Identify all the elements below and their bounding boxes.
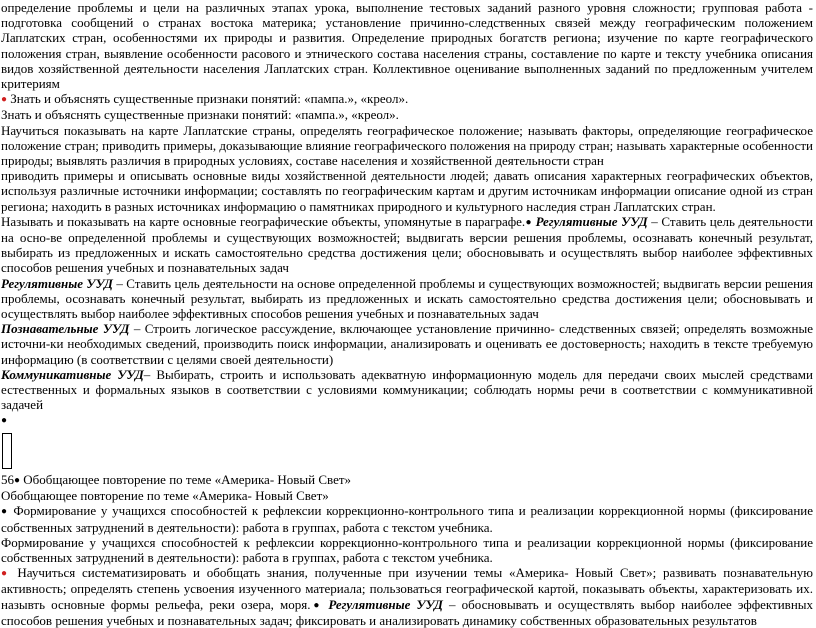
regulatory-text: – обосновывать и осуществлять выбор наиболее эффективных способов решения учебных и познавательных задач; фиксировать и анализировать динамику собственных образовательных результатов [1, 596, 814, 628]
bullet-dot-icon: ● [1, 506, 9, 518]
paragraph-examples: приводить примеры и описывать основные виды хозяйственной деятельности людей; давать описания характерных географических объектов, используя различные источники информации; составлять по географическим картам и другим источникам информации описание одной из стран региона; находить в разных источниках информацию о памятниках природного и культурного наследия стран Лаплатских стран. [1, 168, 813, 214]
systematize-text: Научиться систематизировать и обобщать знания, полученные при изучении темы «Америка- Новый Свет»; развивать познавательную активность; определять степень усвоения изученного материала; пользоваться географической картой, показывать объекты, характеризовать их. назывть основные формы рельефа, реки озера, моря. [1, 565, 813, 612]
bullet-dot-icon: ● [1, 94, 8, 106]
paragraph-formation: Формирование у учащихся способностей к рефлексии коррекционно-контрольного типа и реализации коррекционной нормы (фиксирование собственных затруднений в деятельности): работа в группах, работа с текстом учебника. [1, 534, 813, 565]
table-cell-box [1, 429, 813, 472]
regulatory-text: – Ставить цель деятельности на основе определенной проблемы и существующих возможностей; выдвигать версии решения проблемы, осознавать конечный результат, выбирать из предложенных и искать самостоятельно средства достижения цели; обосновывать и осуществлять выбор наиболее эффективных способов решения учебных и познавательных задач [1, 275, 813, 322]
bullet-dot-icon: ● [310, 599, 323, 611]
bullet-dot-icon: ● [14, 474, 21, 486]
paragraph-concepts-bulleted [1, 91, 813, 107]
lesson-title-row [1, 472, 813, 488]
bullet-dot-icon: ● [525, 216, 532, 228]
paragraph-systematize [1, 565, 813, 628]
regulatory-label: Регулятивные УУД [1, 275, 113, 291]
paragraph-objects-regulatory [1, 214, 813, 276]
paragraph-activities: определение проблемы и цели на различных этапах урока, выполнение тестовых заданий разного уровня сложности; групповая работа - подготовка сообщений о странах востока материка; установление причинно-следственных связей между географическим положением Лаплатских стран, особенностями их природы и развития. Определение природных богатств региона; изучение по карте географического положения стран, выявление особенности расового и этнического состава населения страны, составление по карте и тексту учебника описания видов хозяйственной деятельности населения Лаплатских стран. Коллективное оценивание выполненных заданий по предложенным учителем критериям [1, 0, 813, 92]
lesson-number: 56 [1, 471, 14, 487]
objects-text: Называть и показывать на карте основные географические объекты, упомянутые в параграфе. [1, 213, 526, 229]
paragraph-cognitive [1, 321, 813, 367]
bullet-empty [1, 412, 813, 428]
formation-text: Формирование у учащихся способностей к рефлексии коррекционно-контрольного типа и реализации коррекционной нормы (фиксирование собственных затруднений в деятельности): работа в группах, работа с текстом учебника. [1, 503, 814, 535]
communicative-label: Коммуникативные УУД [1, 366, 144, 382]
paragraph-communicative [1, 367, 813, 413]
regulatory-label: Регулятивные УУД [535, 213, 648, 229]
communicative-text: – Выбирать, строить и использовать адекватную информационную модель для передачи своих мыслей средствами естественных и формальных языков в соответствии с условиями коммуникации; соблюдать нормы речи в соответствии с коммуникативной задачей [1, 366, 813, 413]
regulatory-label: Регулятивные УУД [328, 596, 443, 612]
paragraph-regulatory [1, 276, 813, 322]
paragraph-learn-map: Научиться показывать на карте Лаплатские страны, определять географическое положение; называть факторы, определяющие географическое положение стран; приводить примеры, доказывающие влияние географического положения на природу стран; называть характерные особенности природы; выявлять различия в природных условиях, составе населения и хозяйственной деятельности стран [1, 122, 813, 169]
cognitive-label: Познавательные УУД [1, 321, 130, 337]
regulatory-text: – Ставить цель деятельности на осно-ве определенной проблемы и существующих возможностей; выдвигать версии решения проблемы, осознавать конечный результат, выбирать из предложенных и искать самостоятельно средства достижения цели; обосновывать и осуществлять выбор наиболее эффективных способов решения учебных и познавательных задач [1, 213, 813, 276]
lesson-title-repeat: Обобщающее повторение по теме «Америка- Новый Свет» [1, 488, 329, 504]
cell-border [2, 433, 12, 469]
lesson-title: Обобщающее повторение по теме «Америка- Новый Свет» [23, 471, 352, 487]
concepts-text: Знать и объяснять существенные признаки понятий: «пампа.», «креол». [10, 91, 409, 107]
paragraph-formation-bulleted [1, 503, 813, 534]
bullet-dot-icon: ● [1, 415, 8, 427]
paragraph-concepts: Знать и объяснять существенные признаки понятий: «пампа.», «креол». [1, 107, 399, 123]
cognitive-text: – Строить логическое рассуждение, включающее установление причинно- следственных связей; определять возможные источни-ки необходимых сведений, производить поиск информации, анализировать и оценивать ее достоверность; находить в тексте требуемую информацию (в соответствии с целями своей деятельности) [1, 321, 813, 367]
bullet-dot-icon: ● [1, 568, 11, 580]
